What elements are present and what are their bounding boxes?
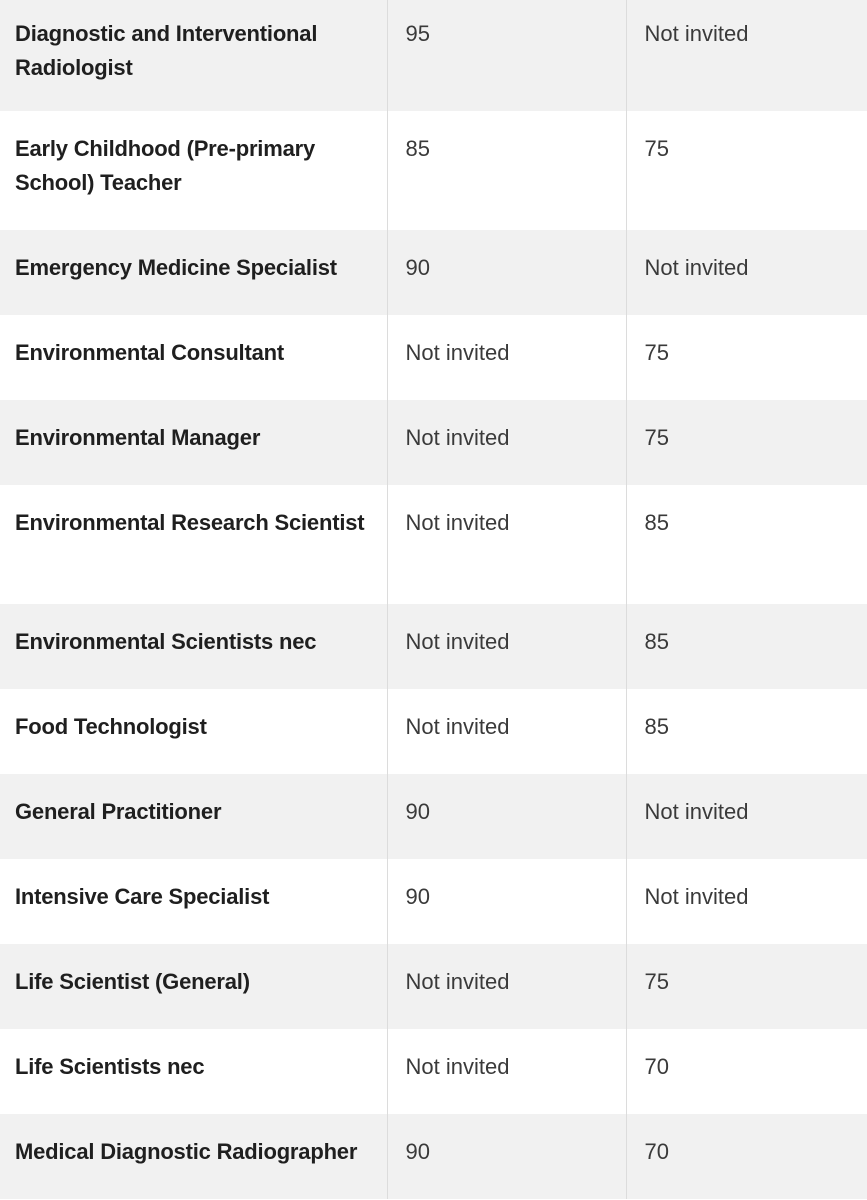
table-row	[0, 774, 867, 859]
score-cell-b: 85	[626, 604, 867, 689]
score-cell-a: Not invited	[387, 485, 626, 604]
score-cell-a: 90	[387, 859, 626, 944]
occupation-cell: Emergency Medicine Specialist	[0, 230, 387, 315]
score-cell-a: 85	[387, 111, 626, 230]
table-row	[0, 944, 867, 1029]
score-cell-a: Not invited	[387, 315, 626, 400]
table-row	[0, 400, 867, 485]
score-cell-b: 85	[644, 510, 669, 535]
score-cell-a: 90	[387, 774, 626, 859]
occupation-cell: Environmental Manager	[0, 400, 387, 485]
score-cell-b: 85	[644, 714, 669, 739]
score-cell-a: Not invited	[387, 604, 626, 689]
occupation-cell: Environmental Consultant	[0, 315, 387, 400]
table-row	[0, 1114, 867, 1199]
occupation-cell: Diagnostic and Interventional Radiologist	[0, 0, 387, 111]
table-row	[0, 859, 867, 944]
score-cell-b: 75	[626, 400, 867, 485]
occupation-cell: Life Scientist (General)	[0, 944, 387, 1029]
score-cell-a: 95	[387, 0, 626, 111]
occupation-cell: Environmental Research Scientist	[0, 485, 387, 604]
score-cell-a: 90	[387, 230, 626, 315]
score-cell-b: 75	[644, 136, 669, 161]
occupation-cell: Medical Diagnostic Radiographer	[0, 1114, 387, 1199]
occupation-cell: Early Childhood (Pre-primary School) Teacher	[0, 111, 387, 230]
table-row	[0, 1029, 867, 1114]
table-row	[0, 0, 867, 111]
table-row	[0, 315, 867, 400]
score-cell-b: 75	[644, 340, 669, 365]
score-cell-a: 90	[387, 1114, 626, 1199]
score-cell-a: Not invited	[387, 400, 626, 485]
table-row	[0, 230, 867, 315]
score-cell-b: Not invited	[626, 0, 867, 111]
occupation-cell: General Practitioner	[0, 774, 387, 859]
score-cell-b: Not invited	[626, 774, 867, 859]
occupation-cell: Life Scientists nec	[0, 1029, 387, 1114]
score-cell-a: Not invited	[387, 944, 626, 1029]
score-cell-b: 75	[626, 944, 867, 1029]
score-cell-a: Not invited	[387, 689, 626, 774]
score-cell-b: Not invited	[644, 884, 749, 909]
occupation-cell: Intensive Care Specialist	[0, 859, 387, 944]
table-row	[0, 604, 867, 689]
table-row	[0, 111, 867, 230]
score-cell-a: Not invited	[387, 1029, 626, 1114]
score-cell-b: 70	[644, 1054, 669, 1079]
table-row	[0, 485, 867, 604]
table-row	[0, 689, 867, 774]
occupation-cell: Environmental Scientists nec	[0, 604, 387, 689]
occupation-cell: Food Technologist	[0, 689, 387, 774]
score-cell-b: Not invited	[626, 230, 867, 315]
score-cell-b: 70	[626, 1114, 867, 1199]
